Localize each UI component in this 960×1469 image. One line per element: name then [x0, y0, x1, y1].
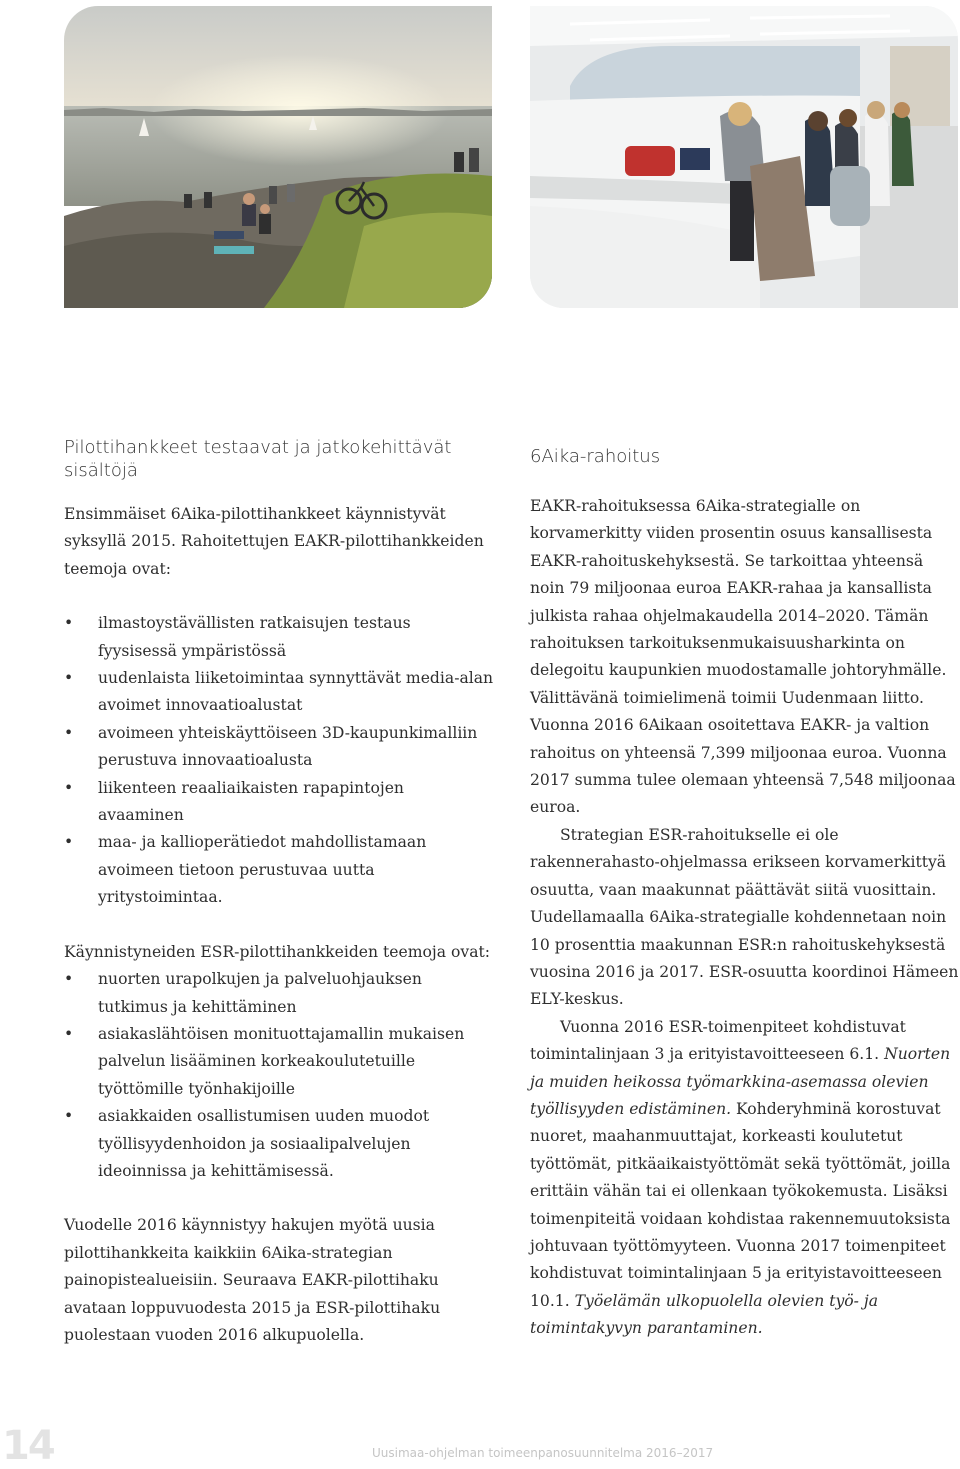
publication-title: Uusimaa-ohjelman toimeenpanosuunnitelma 2016–2017	[372, 1446, 714, 1460]
esr-intro: Käynnistyneiden ESR-pilottihankkeiden teemoja ovat:	[64, 942, 491, 961]
page-number: 14	[2, 1423, 54, 1469]
list-item: • asiakaslähtöisen monituottajamallin mukaisen palvelun lisääminen korkeakoulutetuille työttömille työnhakijoille	[64, 1021, 494, 1103]
left-column	[64, 436, 494, 1349]
para3-italic-objective-2: Työelämän ulkopuolella olevien työ- ja toimintakyvyn parantaminen.	[530, 1291, 879, 1338]
funding-paragraph-1: EAKR-rahoituksessa 6Aika-strategialle on korvamerkitty viiden prosentin osuus kansallisesta EAKR-rahoituskehyksestä. Se tarkoittaa yhteensä noin 79 miljoonaa euroa EAKR-rahaa ja kansallista julkista rahaa ohjelmakaudella 2014–2020. Tämän rahoituksen tarkoituksenmukaisuusharkinta on delegoitu kaupunkien muodostamalle johtoryhmälle. Välittävänä toimielimenä toimii Uudenmaan liitto. Vuonna 2016 6Aikaan osoitettava EAKR- ja valtion rahoitus on yhteensä 7,399 miljoonaa euroa. Vuonna 2017 summa tulee olemaan yhteensä 7,548 miljoonaa euroa.	[530, 497, 956, 817]
funding-paragraph-2: Strategian ESR-rahoitukselle ei ole rakennerahasto-ohjelmassa erikseen korvamerkittyä osuutta, vaan maakunnat päättävät siitä vuosittain. Uudellamaalla 6Aika-strategialle kohdennetaan noin 10 prosenttia maakunnan ESR:n rahoituskehyksestä vuosina 2016 ja 2017. ESR-osuutta koordinoi Hämeen ELY-keskus.	[530, 825, 959, 1009]
list-item: • uudenlaista liiketoimintaa synnyttävät media-alan avoimet innovaatioalustat	[64, 665, 494, 720]
para3-text-b: Kohderyhminä korostuvat nuoret, maahanmuuttajat, korkeasti koulutetut työttömät, pitkäaikaistyöttömät sekä työttömät, joilla erittäin vähän tai ei ollenkaan työkokemusta. Lisäksi toimenpiteitä voidaan kohdistaa rakennemuutoksista johtuvaan työttömyyteen. Vuonna 2017 toimenpiteet kohdistuvat toimintalinjaan 5 ja erityistavoitteeseen 10.1.	[530, 1099, 951, 1310]
list-item: • avoimeen yhteiskäyttöiseen 3D-kaupunkimalliin perustuva innovaatioalusta	[64, 720, 494, 775]
esr-theme-list	[64, 966, 494, 1185]
eakr-intro: Ensimmäiset 6Aika-pilottihankkeet käynnistyvät syksyllä 2015. Rahoitettujen EAKR-pilottihankkeiden teemoja ovat:	[64, 505, 484, 578]
left-heading: Pilottihankkeet testaavat ja jatkokehittävät sisältöjä	[64, 437, 452, 481]
right-body	[530, 493, 960, 1343]
para3-italic-objective: Nuorten ja muiden heikossa työmarkkina-asemassa olevien työllisyyden edistäminen.	[530, 1045, 951, 1118]
right-heading: 6Aika-rahoitus	[530, 446, 661, 467]
list-item: • nuorten urapolkujen ja palveluohjauksen tutkimus ja kehittäminen	[64, 966, 494, 1021]
list-item: • liikenteen reaaliaikaisten rapapintojen avaaminen	[64, 775, 494, 830]
left-body	[64, 501, 494, 1349]
photo-library-students	[530, 6, 958, 308]
para3-text-a: Vuonna 2016 ESR-toimenpiteet kohdistuvat toimintalinjaan 3 ja erityistavoitteeseen 6.1.	[530, 1017, 906, 1064]
eakr-theme-list	[64, 610, 494, 911]
photo-seaside-sunset	[64, 6, 492, 308]
list-item: • asiakkaiden osallistumisen uuden muodot työllisyydenhoidon ja sosiaalipalvelujen ideoinnissa ja kehittämisessä.	[64, 1103, 494, 1185]
list-item: • ilmastoystävällisten ratkaisujen testaus fyysisessä ympäristössä	[64, 610, 494, 665]
funding-paragraph-3	[530, 1014, 960, 1343]
closing-paragraph: Vuodelle 2016 käynnistyy hakujen myötä uusia pilottihankkeita kaikkiin 6Aika-strategian painopistealueisiin. Seuraava EAKR-pilottihaku avataan loppuvuodesta 2015 ja ESR-pilottihaku puolestaan vuoden 2016 alkupuolella.	[64, 1216, 441, 1344]
list-item: • maa- ja kallioperätiedot mahdollistamaan avoimeen tietoon perustuvaa uutta yritystoimintaa.	[64, 829, 494, 911]
seaside-illustration	[64, 6, 492, 308]
right-column	[530, 436, 960, 1343]
library-illustration	[530, 6, 958, 308]
